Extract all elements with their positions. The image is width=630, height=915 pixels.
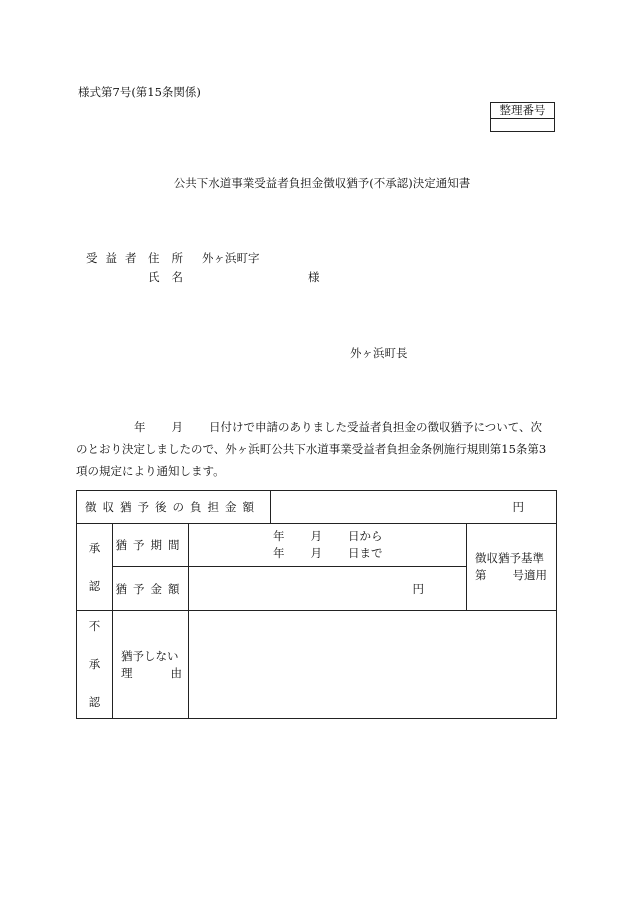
decision-table xyxy=(76,490,557,719)
period-from: 年 月 日から xyxy=(273,529,383,543)
post-deferral-amount-field[interactable] xyxy=(271,491,557,524)
body-line-1-text: 日付けで申請のありました受益者負担金の徴収猶予について、次 xyxy=(209,420,543,434)
name-field[interactable] xyxy=(202,269,292,283)
period-to: 年 月 日まで xyxy=(273,546,383,560)
reference-number-box xyxy=(490,102,555,132)
deferral-period-label: 猶予期間 xyxy=(113,524,189,567)
recipient-label: 受益者 xyxy=(86,251,145,265)
post-deferral-amount-label: 徴収猶予後の負担金額 xyxy=(77,491,271,524)
deferral-standard xyxy=(467,524,557,611)
post-deferral-amount-unit: 円 xyxy=(512,500,525,514)
non-deferral-reason-field[interactable] xyxy=(189,611,557,719)
reference-number-label: 整理番号 xyxy=(491,103,554,119)
deferral-amount-unit: 円 xyxy=(412,581,425,596)
deferral-standard-line-2: 第 号適用 xyxy=(475,568,548,582)
notice-body xyxy=(76,416,550,482)
approve-label: 承 認 xyxy=(77,524,113,611)
disapprove-label: 不 承 認 xyxy=(77,611,113,719)
non-deferral-reason-label: 猶予しない 理 由 xyxy=(113,611,189,719)
issuer-name: 外ヶ浜町長 xyxy=(350,346,408,360)
reference-number-field[interactable] xyxy=(491,119,554,133)
address-field[interactable]: 外ヶ浜町字 xyxy=(202,251,260,265)
body-line-1 xyxy=(76,416,550,438)
honorific: 様 xyxy=(308,270,320,284)
name-label: 氏名 xyxy=(148,270,195,284)
deferral-amount-label: 猶予金額 xyxy=(113,567,189,611)
body-line-3: 項の規定により通知します。 xyxy=(76,464,225,478)
form-number-label: 様式第7号(第15条関係) xyxy=(78,85,201,99)
body-line-2: のとおり決定しましたので、外ヶ浜町公共下水道事業受益者負担金条例施行規則第15条第3 xyxy=(76,442,547,456)
body-month: 月 xyxy=(171,420,183,434)
deferral-amount-field[interactable] xyxy=(189,567,467,611)
address-label: 住所 xyxy=(148,251,195,265)
deferral-period-field[interactable] xyxy=(189,524,467,567)
deferral-standard-line-1: 徴収猶予基準 xyxy=(475,551,545,565)
body-year: 年 xyxy=(134,420,146,434)
document-title: 公共下水道事業受益者負担金徴収猶予(不承認)決定通知書 xyxy=(173,176,471,190)
